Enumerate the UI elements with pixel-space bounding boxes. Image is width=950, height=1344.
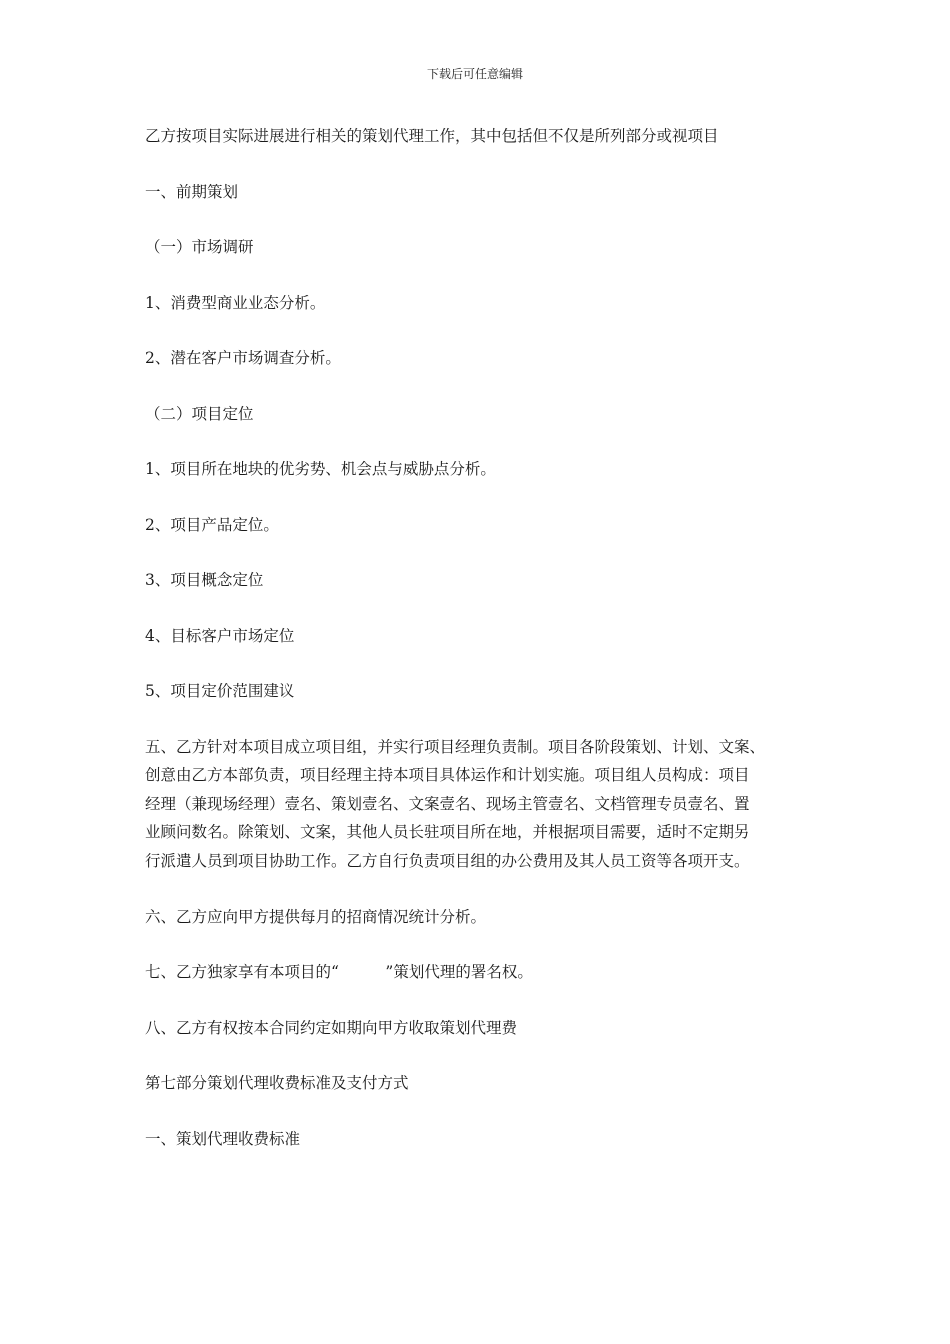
- subheading-market-research: （一）市场调研: [145, 238, 254, 256]
- list-item: 5、项目定价范围建议: [145, 682, 295, 700]
- list-item: 2、潜在客户市场调查分析。: [145, 349, 341, 367]
- list-item: 2、项目产品定位。: [145, 515, 279, 534]
- fee-standard-heading: 一、策划代理收费标准: [145, 1129, 301, 1148]
- section-five-paragraph: [145, 733, 813, 876]
- intro-paragraph: 乙方按项目实际进展进行相关的策划代理工作，其中包括但不仅是所列部分或视项目: [145, 127, 719, 145]
- list-item: 3、项目概念定位: [145, 571, 264, 589]
- paragraph-line: 经理（兼现场经理）壹名、策划壹名、文案壹名、现场主管壹名、文档管理专员壹名、置: [145, 794, 750, 813]
- subheading-project-positioning: （二）项目定位: [145, 404, 254, 423]
- paragraph-line: 行派遣人员到项目协助工作。乙方自行负责项目组的办公费用及其人员工资等各项开支。: [145, 851, 750, 870]
- list-item: 4、目标客户市场定位: [145, 626, 295, 645]
- paragraph-line: 创意由乙方本部负责，项目经理主持本项目具体运作和计划实施。项目组人员构成：项目: [145, 766, 750, 784]
- document-body: [145, 122, 813, 1153]
- list-item: 1、项目所在地块的优劣势、机会点与威胁点分析。: [145, 460, 496, 478]
- paragraph-line: 五、乙方针对本项目成立项目组，并实行项目经理负责制。项目各阶段策划、计划、文案、: [145, 737, 766, 756]
- section-eight-paragraph: 八、乙方有权按本合同约定如期向甲方收取策划代理费: [145, 1018, 518, 1037]
- section-seven-paragraph: 七、乙方独家享有本项目的“ ”策划代理的署名权。: [145, 963, 533, 981]
- part-seven-heading: 第七部分策划代理收费标准及支付方式: [145, 1074, 409, 1092]
- page-header: 下载后可任意编辑: [426, 67, 523, 81]
- heading-early-planning: 一、前期策划: [145, 182, 239, 201]
- paragraph-line: 业顾问数名。除策划、文案，其他人员长驻项目所在地，并根据项目需要，适时不定期另: [145, 823, 750, 841]
- list-item: 1、消费型商业业态分析。: [145, 293, 326, 312]
- section-six-paragraph: 六、乙方应向甲方提供每月的招商情况统计分析。: [145, 907, 487, 926]
